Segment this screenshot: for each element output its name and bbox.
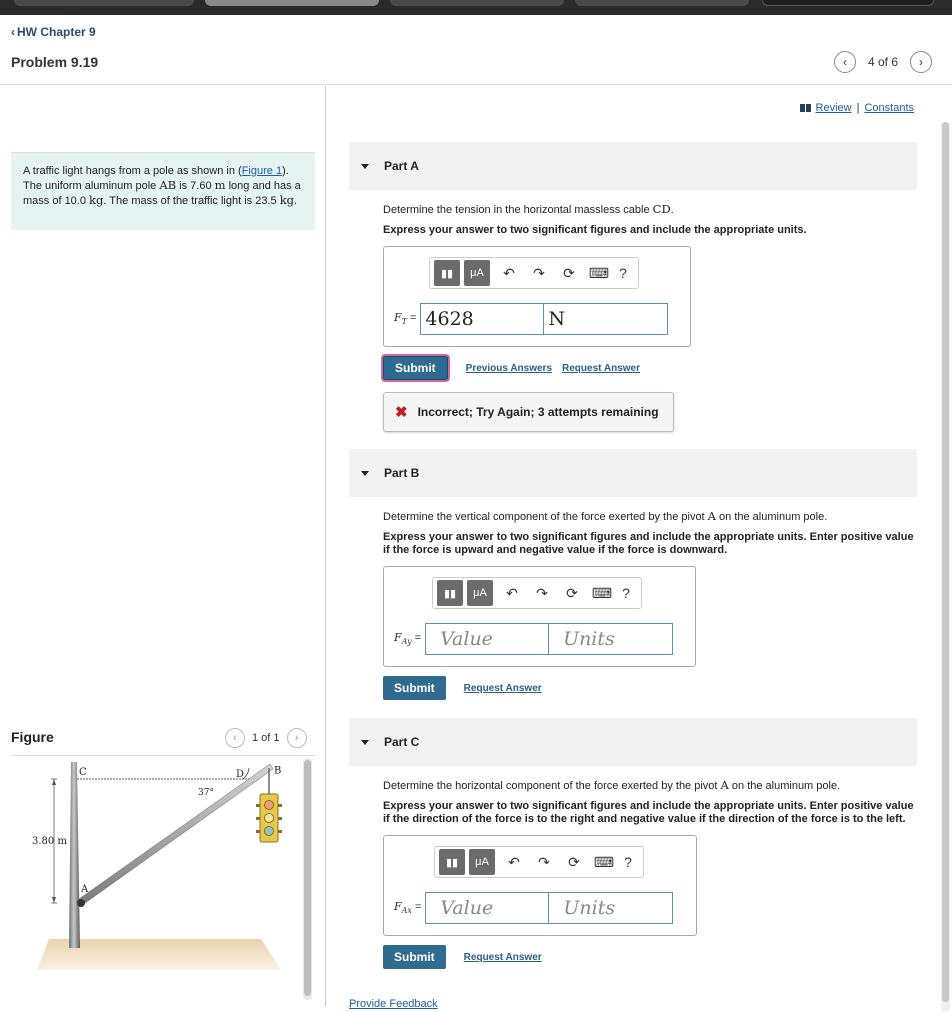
variable-label: $F_T$ = [394,311,417,327]
help-button[interactable]: ? [619,265,627,281]
scrollbar-thumb[interactable] [304,760,311,996]
caret-down-icon [361,164,369,169]
shape [256,830,260,833]
variable-label: $F_{Ax}$ = [394,900,422,916]
angle-label: 37° [198,788,214,798]
part-title: Part C [384,735,420,749]
shape [278,830,282,833]
figure-diagram [11,762,301,1006]
part-instructions: Express your answer to two significant figures and include the appropriate units. Enter positive value if the force is upward and negative value if the force is downward. [383,531,914,556]
part-b-header[interactable] [349,449,917,497]
shape [265,827,274,836]
answer-box [383,835,697,936]
browser-tab[interactable] [575,0,749,6]
problem-title: Problem 9.19 [11,54,99,70]
aluminum-pole-ab [79,764,273,906]
submit-button[interactable]: Submit [383,945,446,969]
part-c [349,718,917,969]
prev-figure-button[interactable] [225,728,245,748]
undo-icon[interactable]: ↶ [503,264,515,281]
shape [256,804,260,807]
redo-icon[interactable]: ↷ [536,584,548,601]
caret-down-icon [361,471,369,476]
chevron-left-icon: ‹ [233,732,237,744]
back-link-label: HW Chapter 9 [17,25,96,39]
answer-row [394,892,673,924]
label-b: B [274,765,282,777]
shape [265,814,274,823]
submit-row [383,676,917,700]
link-separator: | [856,102,860,114]
variable-label: $F_{Ay}$ = [394,631,422,647]
answer-row [394,623,673,655]
problem-pager [834,51,932,73]
mu-a-button[interactable]: μA [469,849,495,875]
request-answer-link[interactable]: Request Answer [463,682,542,694]
problem-statement: A traffic light hangs from a pole as shown in (Figure 1). The uniform aluminum pole AB is 7.60 m long and has a mass of 10.0 kg. The mass of the traffic light is 23.5 kg. [11,152,315,230]
height-label: 3.80 m [32,836,67,847]
value-input[interactable]: Value [425,623,549,655]
help-button[interactable]: ? [622,585,630,601]
label-c: C [79,767,87,778]
chevron-right-icon: › [919,55,923,69]
caret-down-icon [361,740,369,745]
left-panel [0,86,326,1006]
vertical-pole [69,762,80,948]
part-prompt: Determine the vertical component of the force exerted by the pivot A on the aluminum pole. [383,509,828,523]
mu-a-button[interactable]: μA [464,260,490,286]
chevron-left-icon: ‹ [11,25,15,39]
resource-links [800,102,914,114]
reset-icon[interactable]: ⟳ [563,264,575,281]
reset-icon[interactable]: ⟳ [566,584,578,601]
mu-a-button[interactable]: μA [467,580,493,606]
label-a: A [81,884,89,895]
part-a-header[interactable] [349,142,917,190]
shape [278,817,282,820]
part-prompt: Determine the tension in the horizontal massless cable CD. [383,202,674,216]
part-instructions: Express your answer to two significant figures and include the appropriate units. Enter positive value if the direction of the force is to the right and negative value if the direction of the force is to the left. [383,800,914,825]
right-panel [327,86,952,1010]
units-input[interactable]: Units [549,892,673,924]
part-c-header[interactable] [349,718,917,766]
submit-row [383,356,917,380]
next-figure-button[interactable] [287,728,307,748]
browser-tab[interactable] [762,0,934,6]
browser-tab-strip [0,0,952,15]
undo-icon[interactable]: ↶ [508,853,520,870]
submit-button[interactable]: Submit [383,676,446,700]
part-instructions: Express your answer to two significant figures and include the appropriate units. [383,224,807,236]
undo-icon[interactable]: ↶ [506,584,518,601]
label-d: D [236,769,245,780]
part-a [349,142,917,432]
math-toolbar [429,257,639,289]
shape [278,804,282,807]
part-prompt: Determine the horizontal component of the force exerted by the pivot A on the aluminum pole. [383,778,841,792]
submit-row [383,945,917,969]
feedback-text: Incorrect; Try Again; 3 attempts remaining [417,405,659,419]
answer-row [394,303,668,335]
templates-icon[interactable]: ▮▮ [434,260,460,286]
templates-icon[interactable]: ▮▮ [439,849,465,875]
units-input[interactable]: Units [549,623,673,655]
incorrect-icon: ✖ [395,404,408,421]
traffic-light-diagram [11,762,301,1006]
keyboard-icon[interactable]: ⌨ [591,584,613,601]
request-answer-link[interactable]: Request Answer [463,951,542,963]
next-problem-button[interactable] [910,51,932,73]
browser-tab[interactable] [390,0,564,6]
figure-pager [225,728,307,748]
answer-box [383,566,696,667]
request-answer-link[interactable]: Request Answer [562,362,640,374]
math-toolbar [432,577,642,609]
submit-button[interactable]: Submit [383,356,448,380]
divider [11,755,315,756]
figure-scrollbar[interactable] [303,758,312,1000]
browser-tab[interactable] [14,0,194,6]
constants-link[interactable]: Constants [864,102,914,114]
pager-text: 4 of 6 [867,55,898,69]
shape [265,801,274,810]
main-scrollbar[interactable] [941,122,950,1012]
back-link[interactable] [11,25,96,39]
review-link[interactable]: Review [815,102,852,114]
redo-icon[interactable]: ↷ [538,853,550,870]
keyboard-icon[interactable]: ⌨ [588,264,610,281]
part-title: Part B [384,466,420,480]
reset-icon[interactable]: ⟳ [568,853,580,870]
pivot-a [77,899,85,907]
templates-icon[interactable]: ▮▮ [437,580,463,606]
keyboard-icon[interactable]: ⌨ [593,853,615,870]
book-icon [800,104,811,112]
figure-link[interactable]: Figure 1 [241,165,283,177]
chevron-right-icon: › [294,732,299,744]
shape [52,779,56,785]
figure-heading: Figure [11,729,54,745]
problem-header [0,15,952,85]
shape [52,897,56,903]
scrollbar-thumb[interactable] [942,122,949,1002]
redo-icon[interactable]: ↷ [533,264,545,281]
prev-problem-button[interactable] [834,51,856,73]
answer-box [383,246,691,347]
shape [256,817,260,820]
units-input[interactable]: N [544,303,668,335]
previous-answers-link[interactable]: Previous Answers [465,362,553,374]
figure-pager-text: 1 of 1 [252,732,280,744]
part-title: Part A [384,159,419,173]
part-b [349,449,917,700]
provide-feedback-link[interactable]: Provide Feedback [349,998,438,1010]
value-input[interactable]: Value [425,892,549,924]
help-button[interactable]: ? [624,854,632,870]
feedback-message [383,392,674,432]
chevron-left-icon: ‹ [842,55,847,69]
browser-tab-active[interactable] [205,0,379,6]
math-toolbar [434,846,644,878]
value-input[interactable]: 4628 [420,303,544,335]
